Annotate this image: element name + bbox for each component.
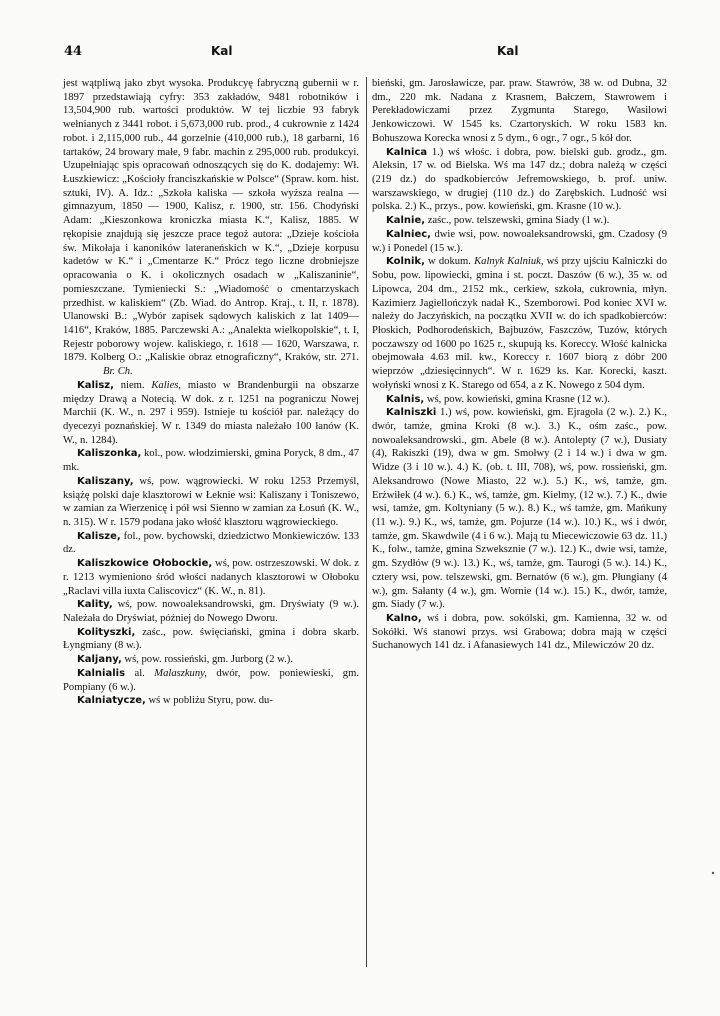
dictionary-entry [63,557,359,598]
entry-text: wś w pobliżu Styru, pow. du- [145,695,273,707]
entry-headword: Kalniszki [386,407,437,419]
left-column [63,77,359,708]
entry-continuation [63,77,359,379]
right-column [372,77,667,653]
entry-text: miasto w Brandenburgii na obszarze między Drawą a Notecią. W dok. z r. 1251 na pograniczu Nowej Marchii (K. W., n. 297 i 959). Istnieje tu kościół par. należący do dyecezyi poznańskiej. W r. 1349 do miasta należało 100 łanów (K. W., n. 1284). [63,379,359,446]
entry-text: w dokum. [424,256,475,268]
entry-text: 1.) wś włośc. i dobra, pow. bielski gub. grodz., gm. Aleksin, 17 w. od Bielska. Wś ma 147 dz.; dobra należą w części (219 dz.) do spadkobierców Jefremowskiego, b. prof. uniw. warszawskiego, w drugiej (110 dz.) do Zarębskich. Ludność wsi polska. 2.) K., przys., pow. kowieński, gm. Krasne (10 w.). [372,146,667,213]
entry-headword: Kalno, [386,613,422,625]
entry-headword: Kalnica [386,146,428,158]
entry-text: wś, pow. ostrzeszowski. W dok. z r. 1213 wymieniono śród włości nadanych klasztorowi w Ołoboku „Raclavi villa iuxta Caliscovicz“ (K. W., n. 81). [63,558,360,597]
running-head-right: Kal [497,44,519,58]
entry-text: wś, pow. nowoaleksandrowski, gm. Dryświaty (9 w.). Należała do Dryświat, później do Nowego Dworu. [63,599,359,625]
dictionary-entry [63,667,359,694]
entry-text: dwór, pow. poniewieski, gm. Pompiany (6 w.). [63,667,359,693]
entry-variant-name: Kalies, [151,379,182,391]
dictionary-entry [372,214,667,228]
entry-text: wś, pow. wągrowiecki. W roku 1253 Przemyśl, książę polski daje klasztorowi w Łeknie wsi: Kaliszany i Toniszewo, w zamian za Wierzenicę i pół wsi Sienno w zamian za Łosuń (K. W., n. 315). W r. 1579 podana jako włość klasztoru wągrowieckiego. [63,475,359,528]
entry-text: zaśc., pow. telszewski, gmina Siady (1 w.). [425,215,610,227]
entry-headword: Kalnie, [386,215,426,227]
dictionary-entry [372,146,667,215]
entry-text: zaśc., pow. święciański, gmina i dobra skarb. Łyngmiany (8 w.). [63,626,359,652]
dictionary-entry [372,406,667,612]
dictionary-entry [372,255,667,392]
dictionary-entry [63,530,359,557]
dictionary-entry [63,475,359,530]
entry-headword: Kolityszki, [77,626,136,638]
entry-variant-name: Malaszkuny, [154,667,207,679]
entry-text: 1.) wś, pow. kowieński, gm. Ejragoła (2 w.). 2.) K., dwór, tamże, gmina Kroki (8 w.). 3.) K., ośm zaśc., pow. nowoaleksandrowski., gm. Abele (8 w.). Antolepty (7 w.), Dusiaty (4), Rakiszki (19), dwa w gm. Smołwy (2 i 14 w.) i dwa w gm. Widze (3 i 10 w.). 4.) K. (ob. t. III, 708), wś, pow. rossieński, gm. Aleksandrowo (Nowe Miasto, 22 w.). 5.) K., wś, tamże, gm. Erżwiłek (4 w.). 6.) K., wś, tamże, gm. Kielmy, (12 w.). 7.) K., dwie wsi, tamże, gm. Koltyniany (5 w.). 8.) K., wś tamże, gm. Mańkuny (11 w.). 9.) K., wś, tamże, gm. Pojurze (14 w.). 10.) K., wś i dwór, tamże, gm. Skawdwile (4 i 6 w.). Mają tu Miecewiczowie 63 dz. 11.) K., folw., tamże, gmina Szweksznie (7 w.). 12.) K., dwie wsi, tamże, gm. Szydłów (9 w.). 13.) K., wś, tamże, gm. Taurogi (5 w.). 14.) K., cztery wsi, pow. telszewski, gm. Bernatów (6 w.), gm. Płungiany (4 w.), gm. Sałanty (4 w.), gm. Wornie (14 w.). 15.) K., dwór, tamże, gm. Siady (7 w.). [372,407,667,611]
entry-headword: Kaliszkowice Ołobockie, [77,558,213,570]
entry-headword: Kalisze, [77,530,121,542]
column-divider [366,77,367,967]
entry-headword: Kaliszany, [77,475,134,487]
entry-text: wś, pow. kowieński, gmina Krasne (12 w.). [424,393,610,405]
entry-headword: Kalnialis [77,667,126,679]
entry-headword: Kalnis, [386,393,425,405]
dictionary-entry [372,612,667,653]
entry-text: fol., pow. bychowski, dziedzictwo Monkiewiczów. 133 dz. [63,530,359,556]
entry-text: wś i dobra, pow. sokólski, gm. Kamienna, 32 w. od Sokółki. Wś stanowi przys. wsi Grabowa; dobra mają w części Suchanowych 141 dz. i Afanasiewych 141 dz., Milewiczów 20 dz. [372,613,667,652]
entry-continuation [372,77,667,146]
entry-headword: Kalniec, [386,228,431,240]
edge-mark [710,870,716,876]
dictionary-entry [372,393,667,407]
dictionary-entry [63,598,359,625]
entry-text: bieński, gm. Jarosławicze, par. praw. Stawrów, 38 w. od Dubna, 32 dm., 220 mk. Nadana z Krasnem, Bałczem, Stawrowem i Perekładowiczami przez Zygmunta Starego, Wasilowi Jenkowiczowi. W 1545 ks. Czartoryskich. W roku 1583 kn. Bohuszowa Korecka wnosi z 5 dym., 6 ogr., 7 ogr., 5 kół dor. [372,78,667,144]
entry-text: wś, pow. rossieński, gm. Jurborg (2 w.). [121,654,293,666]
entry-headword: Kolnik, [386,256,425,268]
entry-headword: Kalisz, [77,379,114,391]
dictionary-entry [63,653,359,667]
entry-headword: Kaljany, [77,654,122,666]
entry-text: dwie wsi, pow. nowoaleksandrowski, gm. Czadosy (9 w.) i Ponedel (15 w.). [372,228,667,254]
entry-text: kol., pow. włodzimierski, gmina Poryck, 8 dm., 47 mk. [63,448,359,474]
dictionary-entry [63,694,359,708]
running-head-left: Kal [211,44,233,58]
dictionary-entry [63,379,359,448]
entry-variant-name: Kalnyk Kalniuk, [474,256,544,268]
dictionary-entry [63,626,359,653]
author-signature: Br. Ch. [103,366,133,378]
entry-text: wś przy ujściu Kalniczki do Sobu, pow. lipowiecki, gmina i st. poczt. Daszów (6 w.), 35 w. od Lipowca, 204 dm., 2152 mk., cerkiew, szkoła, cukrownia, młyn. Kazimierz Jagiellończyk nadał K., Szemborowi. Pod koniec XVI w. należy do Jaczyńskich, na początku XVII w. do ich spadkobierców: Płoskich, Podhorodeńskich, Bajbuzów, Faszczów, Tuzów, których poczawszy od 1600 po 1625 r., skupują ks. Koreccy. Włość kalnicka obejmowała 4.63 mil. kw., Koreccy r. 1607 biorą z dóbr 200 wieprzów „dziesięcinnych“. W r. 1629 ks. Kar. Korecki, kaszt. wołyński wnosi z K. Starego od 654, a z K. Nowego z 504 dym. [372,256,667,391]
entry-headword: Kaliszonka, [77,448,142,460]
entry-text: jest wątpliwą jako zbyt wysoka. Produkcyę fabryczną gubernii w r. 1897 przedstawiają cyfry: 353 zakładów, 9481 robotników i 13,504,900 rub. wartości produktów. W tej liczbie 93 fabryk wełnianych z 3441 robot. i 5,673,000 rub. prod., 4 cukrownie z 1424 robot. i 2,115,000 rub., 44 gorzelnie (410,000 rub.), 18 garbarni, 16 tartaków, 24 browary małe, 9 fabr. machin z 295,000 rub. produkcyi. Uzupełniając spis opracowań odnoszących się do K. dodajemy: Wł. Łuszkiewicz: „Kościoły franciszkańskie w Polsce“ (Spraw. kom. hist. sztuki, IV). A. Idz.: „Szkoła kaliska — szkoła wyższa realna — gimnazyum, 1850 — 1900, Kalisz, r. 1900, str. 156. Chodyński Adam: „Kieszonkowa kroniczka miasta K.“, Kalisz, 1885. W rękopisie znajdują się jeszcze prace tegoż autora: „Dzieje kościoła św. Mikołaja i kanoników lateraneńskich w K.“, „Dzieje korpusu kadetów w K.“ i „Cmentarze K.“ Prócz tego liczne drobniejsze opracowania o K. i okolicznych osadach w „Kaliszaninie“, pomieszczane. Tymieniecki S.: „Wiadomość o cmentarzyskach przedhist. w kaliskiem“ (Zb. Wiad. do Antrop. Kraj., t. II, r. 1878). Ulanowski B.: „Wybór zapisek sądowych kaliskich z lat 1409—1416“, Kraków, 1885. Parczewski A.: „Analekta wielkopolskie“, t. I, Rejestr poborowy wojew. kaliskiego, r. 1618 — 1620, Warszawa, r. 1879. Kolberg O.: „Kaliskie obraz etnograficzny“, Kraków, str. 271. [63,78,359,364]
page-number: 44 [64,44,83,59]
entry-headword: Kality, [77,599,113,611]
entry-text: al. [125,667,155,679]
entry-text: niem. [113,379,152,391]
entry-headword: Kalniatycze, [77,695,146,707]
dictionary-entry [63,447,359,474]
dictionary-entry [372,228,667,255]
